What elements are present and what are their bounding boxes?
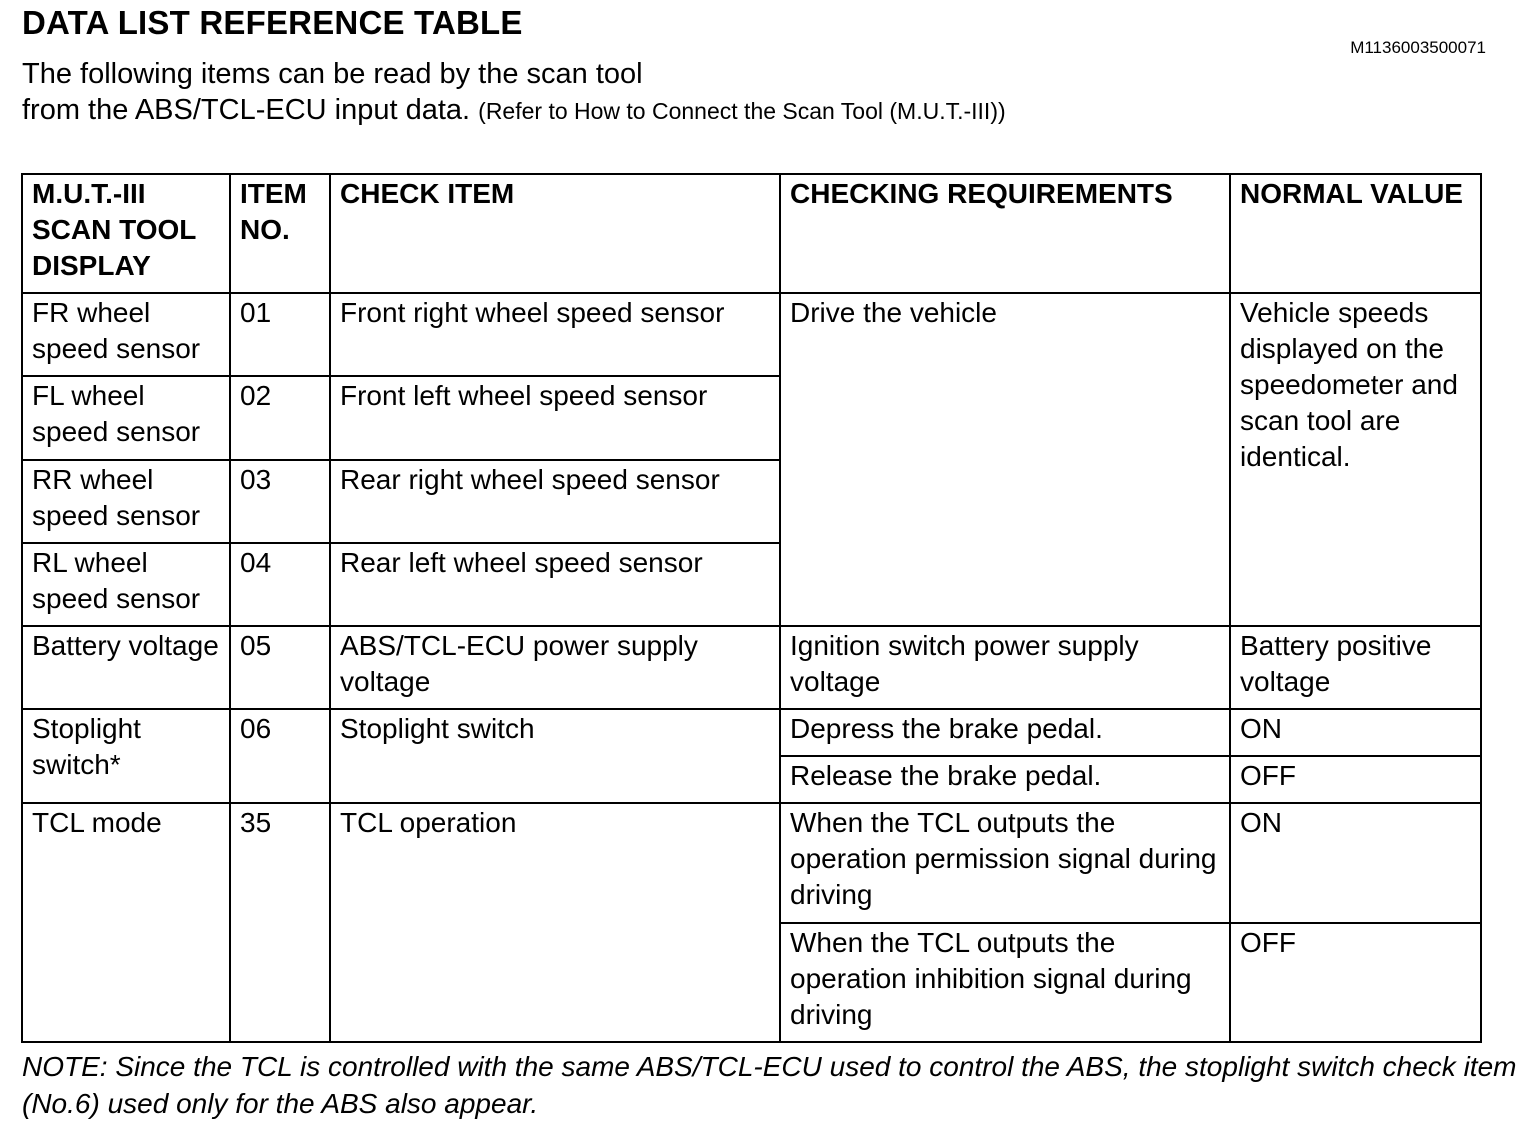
- cell-item-no: 01: [230, 293, 330, 376]
- cell-check-item: Front left wheel speed sensor: [330, 376, 780, 459]
- cell-item-no: 04: [230, 543, 330, 626]
- header-item-no: ITEM NO.: [230, 174, 330, 293]
- intro-line-2: [22, 92, 1006, 129]
- cell-display: Stoplight switch*: [22, 709, 230, 803]
- cell-display: Battery voltage: [22, 626, 230, 709]
- cell-requirement: When the TCL outputs the operation inhibition signal during driving: [780, 923, 1230, 1042]
- data-list-table: [21, 173, 1482, 1043]
- cell-display: FR wheel speed sensor: [22, 293, 230, 376]
- cell-item-no: 03: [230, 460, 330, 543]
- note-text: NOTE: Since the TCL is controlled with the same ABS/TCL-ECU used to control the ABS, the stoplight switch check item (No.6) used only for the ABS also appear.: [22, 1051, 1517, 1119]
- cell-item-no: 06: [230, 709, 330, 803]
- cell-requirement: When the TCL outputs the operation permission signal during driving: [780, 803, 1230, 922]
- cell-check-item: TCL operation: [330, 803, 780, 1042]
- table-row: [22, 803, 1481, 922]
- intro-line-1: The following items can be read by the scan tool: [22, 58, 643, 90]
- cell-normal-value: Vehicle speeds displayed on the speedometer and scan tool are identical.: [1230, 293, 1481, 626]
- table-header-row: [22, 174, 1481, 293]
- cell-requirement: Ignition switch power supply voltage: [780, 626, 1230, 709]
- cell-requirement: Depress the brake pedal.: [780, 709, 1230, 756]
- document-id: M1136003500071: [1350, 38, 1486, 57]
- header-requirements: CHECKING REQUIREMENTS: [780, 174, 1230, 293]
- cell-display: FL wheel speed sensor: [22, 376, 230, 459]
- cell-normal-value: Battery positive voltage: [1230, 626, 1481, 709]
- reference-link[interactable]: (Refer to How to Connect the Scan Tool (M.U.T.-III)): [478, 98, 1006, 124]
- cell-item-no: 35: [230, 803, 330, 1042]
- cell-normal-value: ON: [1230, 709, 1481, 756]
- cell-normal-value: OFF: [1230, 756, 1481, 803]
- cell-check-item: Front right wheel speed sensor: [330, 293, 780, 376]
- cell-requirement: Drive the vehicle: [780, 293, 1230, 626]
- cell-display: TCL mode: [22, 803, 230, 1042]
- cell-check-item: Stoplight switch: [330, 709, 780, 803]
- cell-display: RL wheel speed sensor: [22, 543, 230, 626]
- intro-text: [22, 56, 1006, 129]
- cell-check-item: Rear left wheel speed sensor: [330, 543, 780, 626]
- cell-check-item: Rear right wheel speed sensor: [330, 460, 780, 543]
- header-normal-value: NORMAL VALUE: [1230, 174, 1481, 293]
- header-display: M.U.T.-III SCAN TOOL DISPLAY: [22, 174, 230, 293]
- cell-requirement: Release the brake pedal.: [780, 756, 1230, 803]
- table-row: [22, 293, 1481, 376]
- intro-line-2-text: from the ABS/TCL-ECU input data.: [22, 94, 471, 126]
- table-row: [22, 626, 1481, 709]
- cell-normal-value: ON: [1230, 803, 1481, 922]
- cell-item-no: 05: [230, 626, 330, 709]
- table-row: [22, 709, 1481, 756]
- header-check-item: CHECK ITEM: [330, 174, 780, 293]
- cell-item-no: 02: [230, 376, 330, 459]
- cell-check-item: ABS/TCL-ECU power supply voltage: [330, 626, 780, 709]
- cell-display: RR wheel speed sensor: [22, 460, 230, 543]
- page-title: DATA LIST REFERENCE TABLE: [22, 4, 523, 41]
- cell-normal-value: OFF: [1230, 923, 1481, 1042]
